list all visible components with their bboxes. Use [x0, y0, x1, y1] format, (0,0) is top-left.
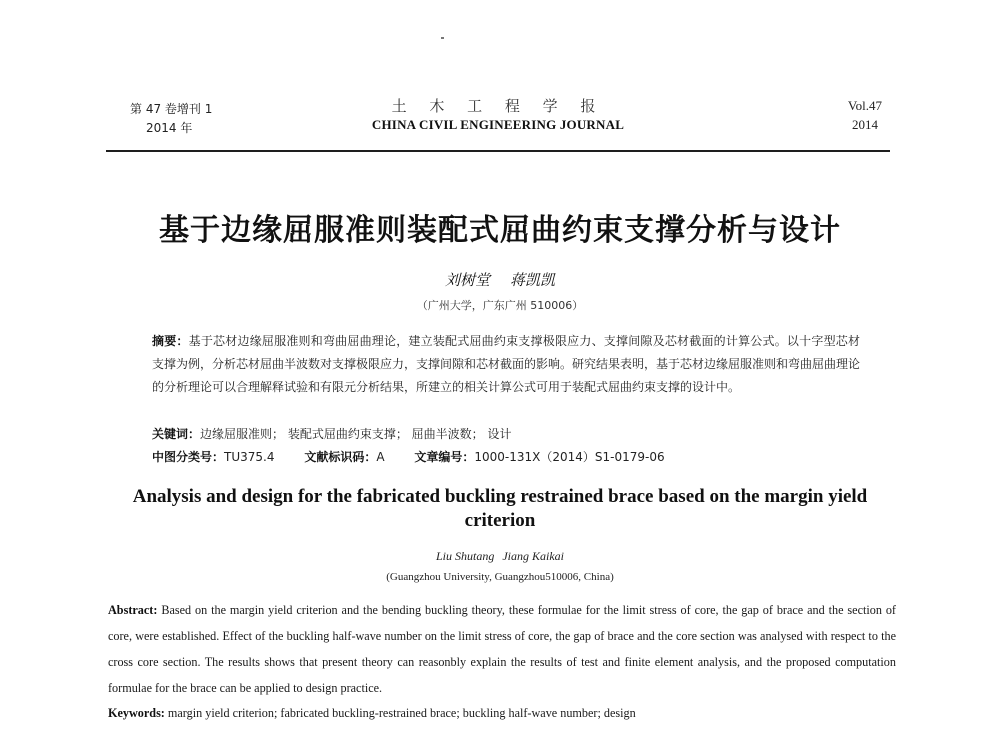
abstract-label-en: Abstract: — [108, 603, 158, 617]
doc-code-label: 文献标识码： — [304, 450, 377, 464]
clc-value: TU375.4 — [224, 450, 275, 464]
paper-title-cn: 基于边缘屈服准则装配式屈曲约束支撑分析与设计 — [159, 213, 841, 248]
keywords-label-en: Keywords: — [108, 706, 165, 720]
author-name-en: Jiang Kaikai — [502, 549, 564, 563]
header-divider — [106, 150, 890, 152]
year-label: 2014 — [851, 117, 878, 132]
keywords-label-cn: 关键词： — [152, 427, 201, 441]
article-no-value: 1000-131X（2014）S1-0179-06 — [474, 450, 665, 464]
doc-code-value: A — [376, 450, 385, 464]
affiliation-en: (Guangzhou University, Guangzhou510006, China) — [386, 571, 614, 583]
article-number — [414, 450, 664, 464]
keywords-en — [108, 702, 896, 724]
header-journal-name — [106, 96, 890, 134]
abstract-cn — [152, 330, 860, 399]
header-volume-info — [848, 96, 882, 134]
abstract-text-en: Based on the margin yield criterion and the bending buckling theory, these formulae for the limit stress of core, the gap of brace and the section of core, were established. Effect of the buckling half-wave number on the limit stress of core, the gap of brace and the core section was analysed with respect to the cross core section. The results shows that present theory can reasonbly explain the results of test and finite element analysis, and the proposed computation formulae for the brace can be applied to design practice. — [108, 603, 896, 695]
document-code — [304, 450, 384, 464]
authors-en — [0, 549, 1000, 564]
affiliation-cn: （广州大学，广东广州 510006） — [416, 299, 584, 312]
journal-header — [106, 94, 890, 146]
abstract-en — [108, 597, 896, 701]
volume-label: Vol.47 — [847, 98, 882, 113]
abstract-text-cn: 基于芯材边缘屈服准则和弯曲屈曲理论，建立装配式屈曲约束支撑极限应力、支撑间隙及芯材截面的计算公式。以十字型芯材支撑为例，分析芯材屈曲半波数对支撑极限应力，支撑间隙和芯材截面的影响。研究结果表明，基于芯材边缘屈服准则和弯曲屈曲理论的分析理论可以合理解释试验和有限元分析结果，所建立的相关计算公式可用于装配式屈曲约束支撑的设计中。 — [152, 334, 861, 394]
journal-name-cn: 土 木 工 程 学 报 — [391, 97, 605, 115]
authors-cn — [0, 269, 1000, 290]
journal-name-en: CHINA CIVIL ENGINEERING JOURNAL — [371, 117, 625, 132]
clc-number — [152, 450, 274, 464]
issue-label: 第 47 卷增刊 1 — [130, 102, 213, 116]
keywords-cn — [152, 424, 860, 444]
clc-label: 中图分类号： — [152, 450, 225, 464]
author-name-cn: 蒋凯凯 — [510, 271, 556, 289]
scan-speck — [441, 37, 444, 39]
year-label-cn: 2014 年 — [146, 121, 193, 135]
keywords-text-cn: 边缘屈服准则； 装配式屈曲约束支撑； 屈曲半波数； 设计 — [200, 427, 512, 441]
author-name-cn: 刘树堂 — [444, 271, 490, 289]
article-no-label: 文章编号： — [414, 450, 475, 464]
author-name-en: Liu Shutang — [435, 549, 495, 563]
keywords-text-en: margin yield criterion; fabricated buckling-restrained brace; buckling half-wave number; design — [167, 706, 636, 720]
abstract-label-cn: 摘要： — [152, 334, 189, 348]
classification-line — [152, 447, 860, 467]
paper-title-en: Analysis and design for the fabricated buckling restrained brace based on the margin yield criterion — [132, 486, 868, 531]
